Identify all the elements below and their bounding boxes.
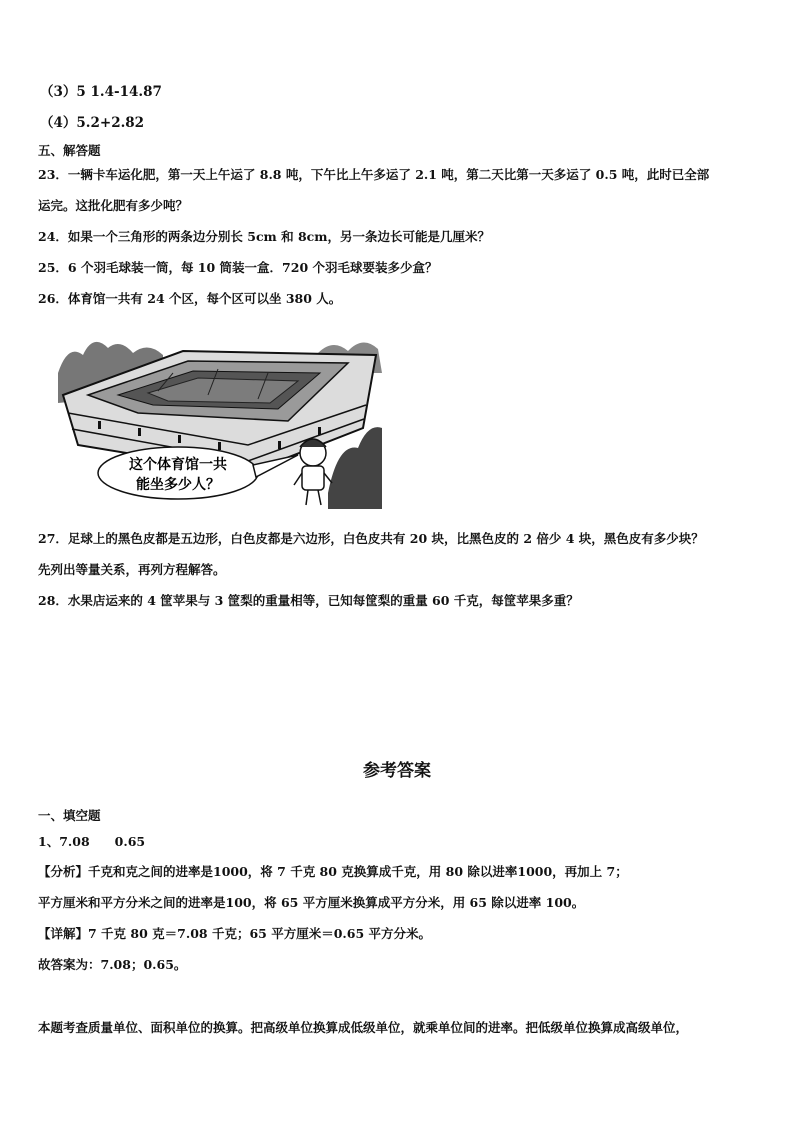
question-23-line2: 运完。这批化肥有多少吨？ (38, 198, 189, 213)
answer-analysis-line2: 平方厘米和平方分米之间的进率是100，将 65 平方厘米换算成平方分米，用 65 除以进率 100。 (38, 895, 585, 910)
answer-final: 故答案为：7.08；0.65。 (38, 957, 187, 972)
question-27-line1: 27．足球上的黑色皮都是五边形，白色皮都是六边形，白色皮共有 20 块，比黑色皮的 2 倍少 4 块，黑色皮有多少块？ (38, 531, 704, 546)
question-27-line2: 先列出等量关系，再列方程解答。 (38, 562, 226, 577)
speech-line-1: 这个体育馆一共 (129, 457, 227, 473)
question-24: 24．如果一个三角形的两条边分别长 5cm 和 8cm，另一条边长可能是几厘米？ (38, 229, 491, 244)
answer-note: 本题考查质量单位、面积单位的换算。把高级单位换算成低级单位，就乘单位间的进率。把低级单位换算成高级单位， (38, 1020, 689, 1035)
answer-detail: 【详解】7 千克 80 克＝7.08 千克；65 平方厘米＝0.65 平方分米。 (38, 926, 431, 941)
question-25: 25．6 个羽毛球装一筒，每 10 筒装一盒．720 个羽毛球要装多少盒？ (38, 260, 438, 275)
question-28: 28．水果店运来的 4 筐苹果与 3 筐梨的重量相等，已知每筐梨的重量 60 千克，每筐苹果多重？ (38, 593, 579, 608)
calc-item-4: （4）5.2+2.82 (40, 115, 145, 131)
answer-analysis-line1: 【分析】千克和克之间的进率是1000，将 7 千克 80 克换算成千克，用 80 除以进率1000，再加上 7； (38, 864, 628, 879)
speech-line-2: 能坐多少人？ (136, 477, 220, 493)
section-title: 五、解答题 (38, 143, 101, 158)
question-23-line1: 23．一辆卡车运化肥，第一天上午运了 8.8 吨，下午比上午多运了 2.1 吨，第二天比第一天多运了 0.5 吨，此时已全部 (38, 167, 710, 182)
question-26: 26．体育馆一共有 24 个区，每个区可以坐 380 人。 (38, 291, 342, 306)
stadium-illustration (58, 333, 382, 509)
answers-section-title: 一、填空题 (38, 808, 101, 823)
answers-title: 参考答案 (363, 761, 431, 781)
answer-1: 1、7.08 0.65 (38, 834, 146, 849)
calc-item-3: （3）5 1.4-14.87 (40, 84, 162, 100)
